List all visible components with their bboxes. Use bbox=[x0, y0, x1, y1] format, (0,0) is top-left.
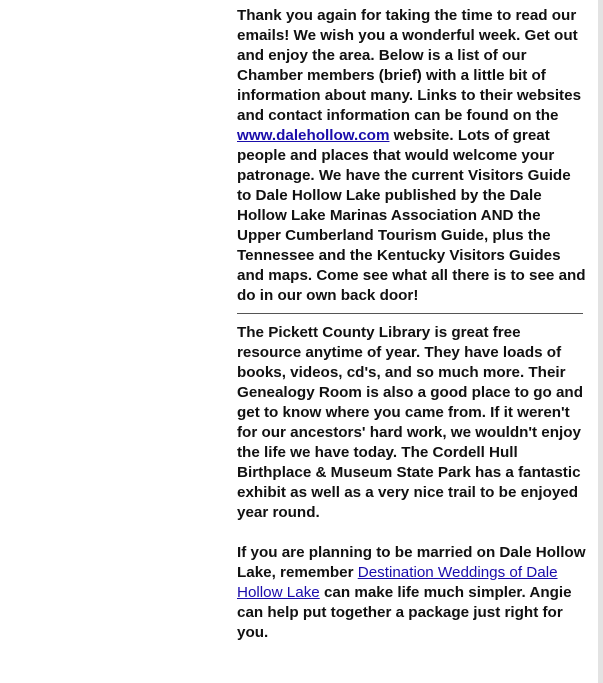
intro-text-after: website. Lots of great people and places that would welcome your patronage. We have the current Visitors Guide to Dale Hollow Lake published by the Dale Hollow Lake Marinas Association AND the Upper Cumberland Tourism Guide, plus the Tennessee and the Kentucky Visitors Guides and maps. Come see what all there is to see and do in our own back door! bbox=[237, 127, 586, 304]
library-paragraph: The Pickett County Library is great free resource anytime of year. They have loads of books, videos, cd's, and so much more. Their Genealogy Room is also a good place to go and get to know where you came from. If it weren't for our ancestors' hard work, we wouldn't enjoy the life we have today. The Cordell Hull Birthplace & Museum State Park has a fantastic exhibit as well as a very nice trail to be enjoyed year round. bbox=[237, 324, 583, 521]
paragraph-spacer bbox=[237, 523, 587, 543]
email-content-column bbox=[237, 6, 587, 643]
weddings-text-after: can make life much simpler. Angie can help put together a package just right for you. bbox=[237, 584, 572, 641]
dalehollow-website-link[interactable]: www.dalehollow.com bbox=[237, 127, 390, 144]
section-divider bbox=[237, 313, 583, 314]
weddings-paragraph bbox=[237, 543, 587, 643]
intro-paragraph bbox=[237, 6, 587, 306]
weddings-text-before: If you are planning to be married on Dale Hollow Lake, remember bbox=[237, 544, 586, 581]
window-right-edge bbox=[598, 0, 603, 683]
intro-text-before: Thank you again for taking the time to read our emails! We wish you a wonderful week. Get out and enjoy the area. Below is a list of our Chamber members (brief) with a little bit of information about many. Links to their websites and contact information can be found on the bbox=[237, 7, 582, 124]
destination-weddings-link[interactable]: Destination Weddings of Dale Hollow Lake bbox=[237, 564, 558, 601]
